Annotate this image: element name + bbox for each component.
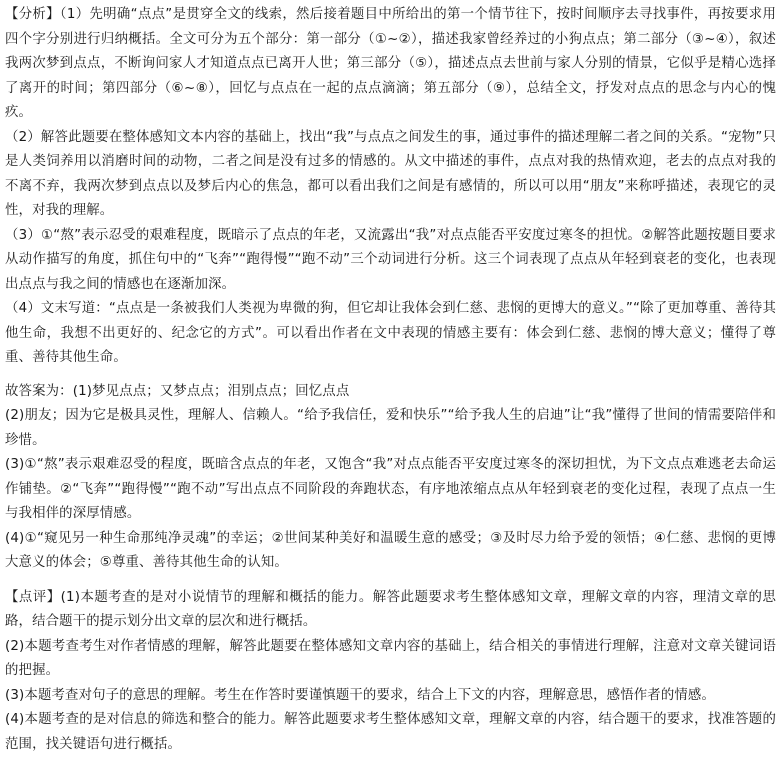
answer-line-1: 故答案为：(1)梦见点点；又梦点点；泪别点点；回忆点点 [5, 380, 776, 405]
analysis-paragraph-1: 【分析】（1）先明确“点点”是贯穿全文的线索，然后接着题目中所给出的第一个情节往下，按时间顺序去寻找事件，再按要求用四个字分别进行归纳概括。全文可分为五个部分：第一部分（①~②），描述我家曾经养过的小狗点点；第二部分（③~④），叙述我两次梦到点点，不断询问家人才知道点点已离开人世；第三部分（⑤），描述点点去世前与家人分别的情景，它似乎是精心选择了离开的时间；第四部分（⑥~⑧），回忆与点点在一起的点点滴滴；第五部分（⑨），总结全文，抒发对点点的思念与内心的愧疚。 [5, 3, 776, 126]
answer-line-3: (3)①“熬”表示艰难忍受的程度，既暗含点点的年老，又饱含“我”对点点能否平安度过寒冬的深切担忧，为下文点点难逃老去命运作铺垫。②“飞奔”“跑得慢”“跑不动”写出点点不同阶段的奔跑状态，有序地浓缩点点从年轻到衰老的变化过程，表现了点点一生与我相伴的深厚情感。 [5, 453, 776, 527]
analysis-paragraph-2: （2）解答此题要在整体感知文本内容的基础上，找出“我”与点点之间发生的事，通过事件的描述理解二者之间的关系。“宠物”只是人类饲养用以消磨时间的动物，二者之间是没有过多的情感的。从文中描述的事件，点点对我的热情欢迎，老去的点点对我的不离不弃，我两次梦到点点以及梦后内心的焦急，都可以看出我们之间是有感情的，所以可以用“朋友”来称呼描述，表现它的灵性，对我的理解。 [5, 126, 776, 224]
comment-line-3: (3)本题考查对句子的意思的理解。考生在作答时要谨慎题干的要求，结合上下文的内容，理解意思，感悟作者的情感。 [5, 684, 776, 709]
comment-line-2: (2)本题考查考生对作者情感的理解，解答此题要在整体感知文章内容的基础上，结合相关的事情进行理解，注意对文章关键词语的把握。 [5, 635, 776, 684]
answer-line-2: (2)朋友；因为它是极具灵性，理解人、信赖人。“给予我信任，爱和快乐”“给予我人生的启迪”让“我”懂得了世间的情需要陪伴和珍惜。 [5, 404, 776, 453]
analysis-paragraph-4: （4）文末写道：“点点是一条被我们人类视为卑微的狗，但它却让我体会到仁慈、悲悯的更博大的意义。”“除了更加尊重、善待其他生命，我想不出更好的、纪念它的方式”。可以看出作者在文中表现的情感主要有：体会到仁慈、悲悯的博大意义；懂得了尊重、善待其他生命。 [5, 297, 776, 371]
analysis-section [5, 3, 776, 371]
comment-line-1: 【点评】(1)本题考查的是对小说情节的理解和概括的能力。解答此题要求考生整体感知文章，理解文章的内容，理清文章的思路，结合题干的提示划分出文章的层次和进行概括。 [5, 586, 776, 635]
analysis-paragraph-3: （3）①“熬”表示忍受的艰难程度，既暗示了点点的年老，又流露出“我”对点点能否平安度过寒冬的担忧。②解答此题按题目要求从动作描写的角度，抓住句中的“飞奔”“跑得慢”“跑不动”三个动词进行分析。这三个词表现了点点从年轻到衰老的变化，也表现出点点与我之间的情感也在逐渐加深。 [5, 224, 776, 298]
comment-section [5, 586, 776, 757]
section-gap [5, 371, 776, 380]
answer-line-4: (4)①“窥见另一种生命那纯净灵魂”的幸运；②世间某种美好和温暖生意的感受；③及时尽力给予爱的领悟；④仁慈、悲悯的更博大意义的体会；⑤尊重、善待其他生命的认知。 [5, 527, 776, 576]
answer-section [5, 380, 776, 576]
comment-line-4: (4)本题考查的是对信息的筛选和整合的能力。解答此题要求考生整体感知文章，理解文章的内容，结合题干的要求，找准答题的范围，找关键语句进行概括。 [5, 708, 776, 757]
section-gap [5, 576, 776, 586]
